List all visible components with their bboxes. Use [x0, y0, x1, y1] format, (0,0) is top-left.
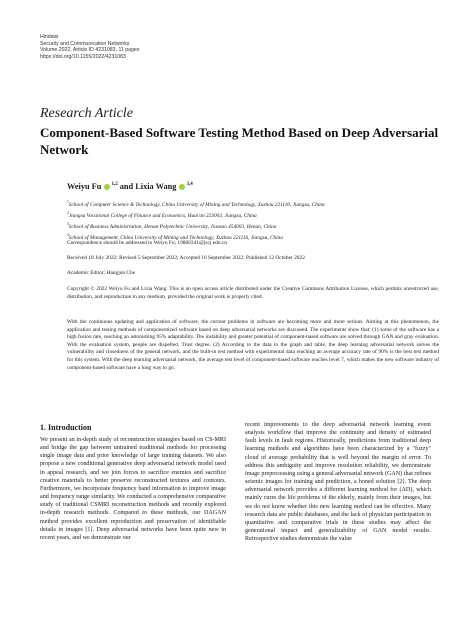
affiliation-text: Jiangsu Vocational College of Finance and Economics, Huai'an 223003, Jiangsu, China — [68, 212, 257, 219]
author-affil-marker: 3,4 — [186, 182, 193, 188]
correspondence: Correspondence should be addressed to Weiyu Fu; 19800341@jscj.edu.cn — [67, 240, 227, 246]
affiliation-item — [67, 198, 447, 209]
affiliation-number: 4 — [67, 232, 69, 237]
affiliation-number: 2 — [67, 210, 69, 215]
author-name: Weiyu Fu — [67, 182, 102, 191]
journal-header — [40, 34, 340, 60]
volume-line: Volume 2022, Article ID 4231083, 11 pages — [40, 47, 140, 54]
intro-column-left: We present an in-depth study of reconstruction strategies based on CS-MRI and bridge the gap between untrained traditional methods for processing single image data and prior knowledge of large training datasets. We also propose a new conditional generative deep adversarial network model used in appeal research, and we join forces to sacrifice enemies and sacrifice creative materials to better preserve reconstructed textures and contours. Furthermore, we incorporate frequency band information to improve image and frequency range similarity. We conducted a comprehensive comparative study of traditional CSMRI reconstruction methods and recently explored in-depth research methods. Compared to these methods, our DAGAN method provides excellent reproduction and preservation of identifiable details in images [1]. Deep adversarial networks have been quite new in recent years, and we demonstrate our — [40, 437, 226, 541]
author-joiner: and — [119, 182, 134, 191]
orcid-icon[interactable] — [179, 184, 185, 190]
affiliation-number: 1 — [67, 200, 69, 204]
author-affil-marker: 1,2 — [111, 182, 118, 188]
doi-link[interactable]: https://doi.org/10.1155/2022/4231083 — [40, 53, 126, 60]
section-heading: 1. Introduction — [40, 423, 92, 432]
author-name: Lixia Wang — [135, 182, 177, 191]
affiliation-text: School of Management, China University of Mining and Technology, Xuzhou 221116, Jiangsu, China — [68, 234, 283, 241]
article-type: Research Article — [40, 106, 133, 121]
copyright-notice: Copyright © 2022 Weiyu Fu and Lixia Wang. This is an open access article distributed under the Creative Commons Attribution License, which permits unrestricted use, distribution, and reproduction in any medium, provided the original work is properly cited. — [67, 286, 439, 300]
affiliation-number: 3 — [67, 221, 69, 226]
publisher-name: Hindawi — [40, 34, 59, 40]
affiliation-item — [67, 220, 447, 231]
journal-name: Security and Communication Networks — [40, 40, 130, 47]
affiliation-item — [67, 209, 447, 220]
affiliation-text: School of Computer Science & Technology, China University of Mining and Technology, Xuzhou 221116, Jiangsu, China — [68, 201, 325, 208]
intro-column-right: recent improvements to the deep adversarial network learning event analysis workflow that improve the continuity and density of estimated fault levels in fault regions. Historically, predictions from traditional deep learning methods and algorithms have been characterized by a "fuzzy" cloud of average probability that is well beyond the margin of error. To address this ambiguity and improve resolution reliability, we demonstrate image preprocessing using a general adversarial network (GAN) that refines seismic images for training and prediction, a honed solution [2]. The deep adversarial network provides a different learning method for (AD), which mainly cures the life problems of the elderly, mainly from their images, but we do not know whether this new learning method can be effective. Many research data are public databases, and the lack of physician participation in quantitative and comparative trials in these studies may affect the generational impact and generalizability of GAN model results. Retrospective studies demonstrate the value — [245, 422, 431, 543]
affiliations — [67, 198, 447, 242]
orcid-icon[interactable] — [104, 184, 110, 190]
publication-dates: Received 18 July 2022; Revised 5 September 2022; Accepted 16 September 2022; Published 12 October 2022 — [67, 255, 305, 261]
affiliation-text: School of Business Administration, Henan Polytechnic University, Jiaozuo 454003, Henan, China — [68, 223, 277, 230]
academic-editor: Academic Editor: Hangjun Che — [67, 270, 136, 276]
paper-title: Component-Based Software Testing Method Based on Deep Adversarial Network — [40, 125, 439, 157]
author-list — [67, 182, 193, 191]
abstract: With the continuous updating and application of software, the current problems in software are becoming more and more serious. Aiming at this phenomenon, the application and testing methods of componentized software based on deep adversarial networks are discussed. The experiments show that: (1) some of the software has a high fusion rate, reaching an astonishing 95% adaptability. The instability and greater potential of component-based software are solved through GAN and gray evaluation. With the evaluation system, people are dispelled. Trust degree. (2) According to the data in the graph and table, the deep learning adversarial network solves the vulnerability and closedness of the general network, and the built-in test method with experimental data reaching an average accuracy rate of 90% is the best test method for this system. With the deep learning adversarial network, the average test level of component-based software reaches level 7, which makes the new software industry of component-based software have a long way to go. — [67, 319, 439, 371]
